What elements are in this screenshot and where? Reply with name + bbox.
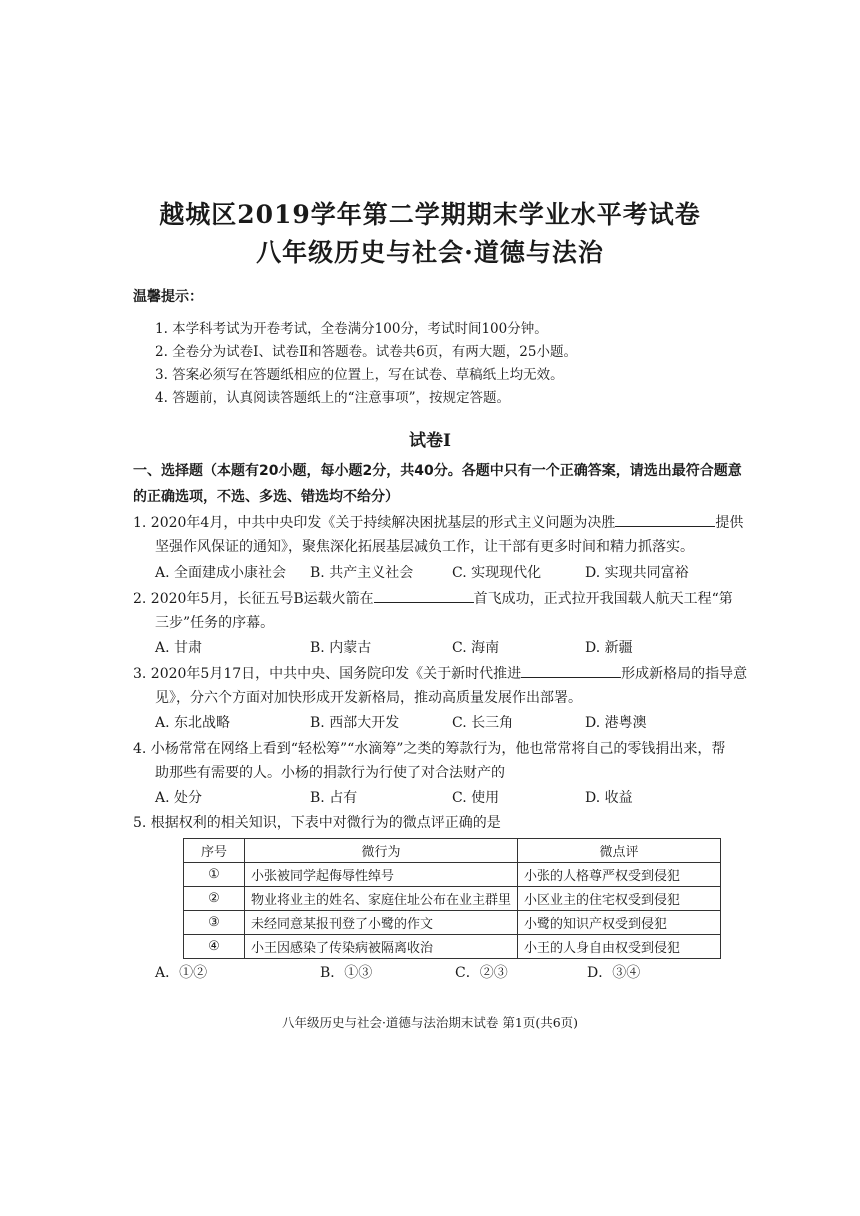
row-behavior: 未经同意某报刊登了小鹭的作文 <box>245 911 518 935</box>
column-header: 微行为 <box>245 839 518 863</box>
option: B. 内蒙古 <box>310 640 372 656</box>
table-header-row <box>184 839 721 863</box>
option: C. 海南 <box>452 640 500 656</box>
option: A. 全面建成小康社会 <box>155 565 287 581</box>
tips-heading: 温馨提示： <box>133 289 203 305</box>
question-text: 提供 <box>715 515 744 531</box>
column-header: 微点评 <box>518 839 721 863</box>
question-text: 3. 2020年5月17日，中共中央、国务院印发《关于新时代推进 <box>133 666 522 682</box>
row-index: ① <box>184 863 245 887</box>
page-footer: 八年级历史与社会·道德与法治期末试卷 第1页(共6页) <box>281 1015 579 1030</box>
section-title: 试卷Ⅰ <box>409 431 451 451</box>
option: A．①② <box>155 965 208 981</box>
question-3-stem-cont: 见》，分六个方面对加快形成开发新格局，推动高质量发展作出部署。 <box>155 690 582 706</box>
option: B．①③ <box>320 965 373 981</box>
rights-table <box>183 838 721 959</box>
option: A. 处分 <box>155 790 203 806</box>
row-behavior: 物业将业主的姓名、家庭住址公布在业主群里 <box>245 887 518 911</box>
table-row <box>184 863 721 887</box>
question-text: 1. 2020年4月，中共中央印发《关于持续解决困扰基层的形式主义问题为决胜 <box>133 515 616 531</box>
tip-item: 3. 答案必须写在答题纸相应的位置上，写在试卷、草稿纸上均无效。 <box>155 367 564 383</box>
option: D. 新疆 <box>585 640 633 656</box>
row-comment: 小张的人格尊严权受到侵犯 <box>518 863 721 887</box>
exam-subtitle: 八年级历史与社会·道德与法治 <box>256 238 604 267</box>
option: A. 东北战略 <box>155 715 231 731</box>
question-3-stem <box>133 663 747 683</box>
table-row <box>184 935 721 959</box>
option: C. 实现现代化 <box>452 565 542 581</box>
question-2-stem <box>133 588 733 608</box>
tip-item: 4. 答题前，认真阅读答题纸上的“注意事项”，按规定答题。 <box>155 390 510 406</box>
tip-item: 2. 全卷分为试卷Ⅰ、试卷Ⅱ和答题卷。试卷共6页，有两大题，25小题。 <box>155 344 577 360</box>
tip-item: 1. 本学科考试为开卷考试，全卷满分100分，考试时间100分钟。 <box>155 321 548 337</box>
question-4-stem-cont: 助那些有需要的人。小杨的捐款行为行使了对合法财产的 <box>155 765 505 781</box>
answer-blank <box>521 676 621 678</box>
row-comment: 小区业主的住宅权受到侵犯 <box>518 887 721 911</box>
question-1-stem-cont: 坚强作风保证的通知》，聚焦深化拓展基层减负工作，让干部有更多时间和精力抓落实。 <box>155 539 694 555</box>
section-instruction: 一、选择题（本题有20小题，每小题2分，共40分。各题中只有一个正确答案，请选出最符合题意 <box>133 463 742 479</box>
table-row <box>184 911 721 935</box>
option: B. 共产主义社会 <box>310 565 414 581</box>
option: C. 长三角 <box>452 715 514 731</box>
option: A. 甘肃 <box>155 640 203 656</box>
row-index: ② <box>184 887 245 911</box>
option: B. 西部大开发 <box>310 715 400 731</box>
question-2-stem-cont: 三步”任务的序幕。 <box>155 615 275 631</box>
question-4-stem: 4. 小杨常常在网络上看到“轻松筹”“水滴筹”之类的筹款行为，他也常常将自己的零钱捐出来，帮 <box>133 741 726 757</box>
option: D. 实现共同富裕 <box>585 565 689 581</box>
row-behavior: 小王因感染了传染病被隔离收治 <box>245 935 518 959</box>
option: C．②③ <box>455 965 508 981</box>
question-5-stem: 5. 根据权利的相关知识，下表中对微行为的微点评正确的是 <box>133 815 501 831</box>
question-text: 2. 2020年5月，长征五号B运载火箭在 <box>133 591 374 607</box>
option: D．③④ <box>587 965 641 981</box>
exam-title: 越城区2019学年第二学期期末学业水平考试卷 <box>159 200 701 229</box>
row-behavior: 小张被同学起侮辱性绰号 <box>245 863 518 887</box>
row-comment: 小鹭的知识产权受到侵犯 <box>518 911 721 935</box>
answer-blank <box>615 525 715 527</box>
table-row <box>184 887 721 911</box>
option: D. 收益 <box>585 790 633 806</box>
row-comment: 小王的人身自由权受到侵犯 <box>518 935 721 959</box>
row-index: ④ <box>184 935 245 959</box>
answer-blank <box>374 601 474 603</box>
section-instruction: 的正确选项，不选、多选、错选均不给分） <box>133 489 399 505</box>
option: B. 占有 <box>310 790 358 806</box>
row-index: ③ <box>184 911 245 935</box>
question-text: 首飞成功，正式拉开我国载人航天工程“第 <box>473 591 733 607</box>
question-text: 形成新格局的指导意 <box>621 666 748 682</box>
column-header: 序号 <box>184 839 245 863</box>
option: D. 港粤澳 <box>585 715 647 731</box>
option: C. 使用 <box>452 790 500 806</box>
question-1-stem <box>133 512 743 532</box>
